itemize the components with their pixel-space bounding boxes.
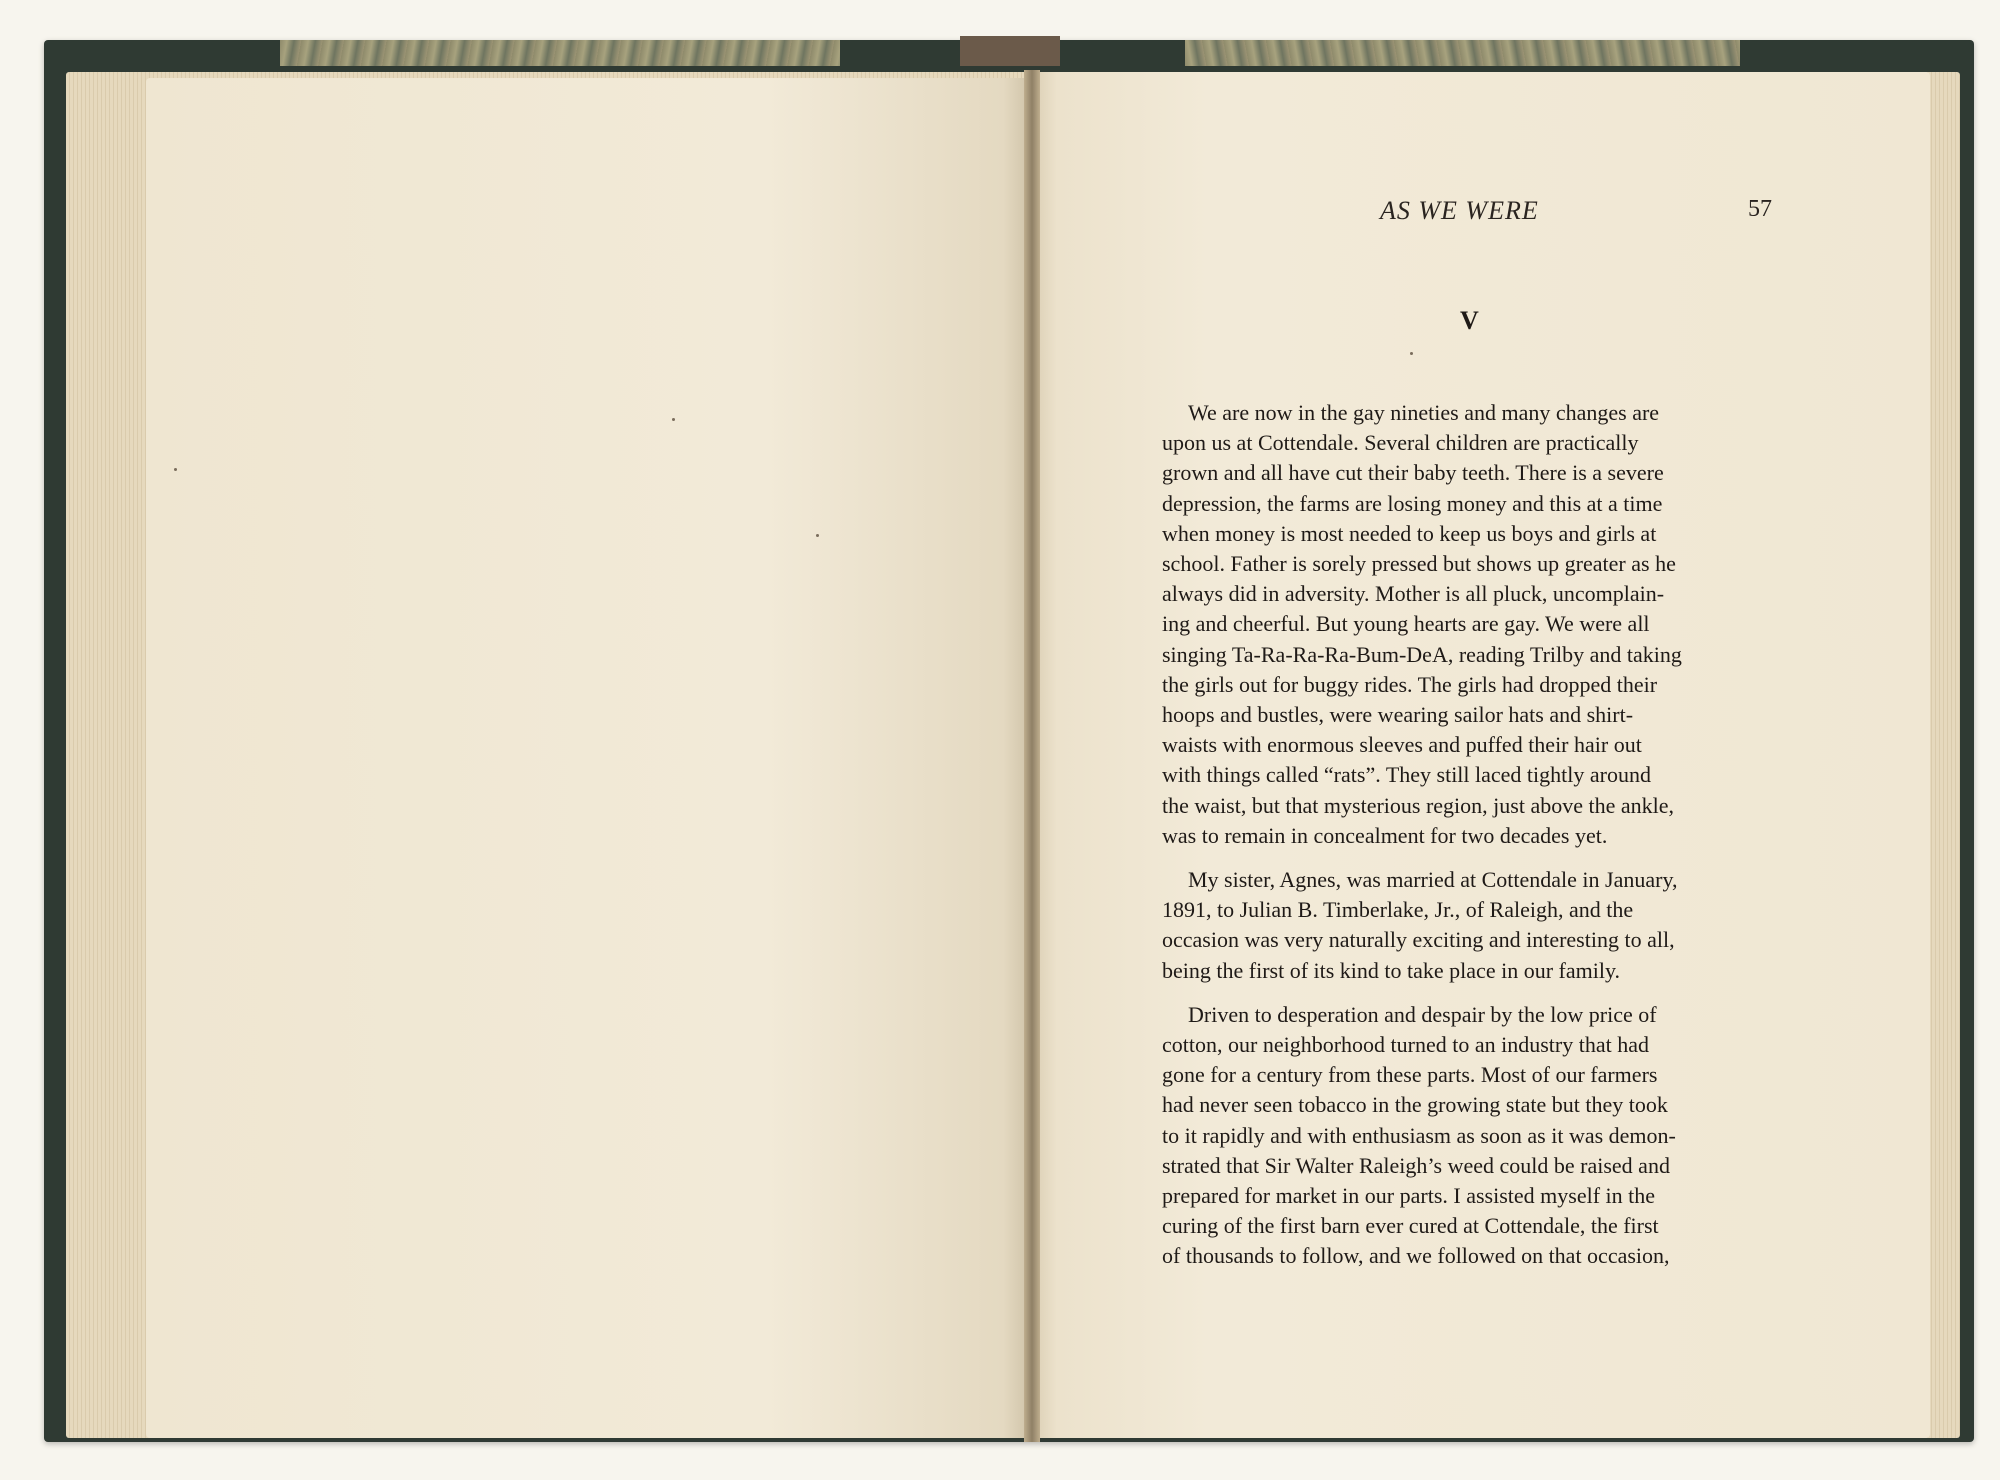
paper-speck <box>1410 352 1413 355</box>
paper-speck <box>174 468 177 471</box>
paragraph: We are now in the gay nineties and many changes are upon us at Cottendale. Several children are practically grown and all have cut their baby teeth. There is a severe depression, the farms are losing money and this at a time when money is most needed to keep us boys and girls at school. Father is sorely pressed but shows up greater as he always did in adversity. Mother is all pluck, uncomplain- ing and cheerful. But young hearts are gay. We were all singing Ta-Ra-Ra-Ra-Bum-DeA, reading Trilby and taking the girls out for buggy rides. The girls had dropped their hoops and bustles, were wearing sailor hats and shirt- waists with enormous sleeves and puffed their hair out with things called “rats”. They still laced tightly around the waist, but that mysterious region, just above the ankle, was to remain in concealment for two decades yet. <box>1162 400 1682 848</box>
page-number: 57 <box>1748 196 1772 222</box>
paper-speck <box>672 418 675 421</box>
running-head: AS WE WERE <box>1380 196 1539 225</box>
left-page <box>146 78 1030 1438</box>
book-spine <box>960 36 1060 66</box>
marbled-board-left <box>280 40 840 66</box>
marbled-board-right <box>1185 40 1740 66</box>
paragraph: My sister, Agnes, was married at Cottendale in January, 1891, to Julian B. Timberlake, Jr., of Raleigh, and the occasion was very naturally exciting and interesting to all, being the first of its kind to take place in our family. <box>1162 867 1678 983</box>
book-gutter <box>1024 70 1040 1442</box>
paragraph: Driven to desperation and despair by the low price of cotton, our neighborhood turned to an industry that had gone for a century from these parts. Most of our farmers had never seen tobacco in the growing state but they took to it rapidly and with enthusiasm as soon as it was demon- strated that Sir Walter Raleigh’s weed could be raised and prepared for market in our parts. I assisted myself in the curing of the first barn ever cured at Cottendale, the first of thousands to follow, and we followed on that occasion, <box>1162 1001 1676 1269</box>
body-text <box>1162 398 1772 1286</box>
paper-speck <box>816 534 819 537</box>
chapter-number: V <box>1460 306 1479 335</box>
